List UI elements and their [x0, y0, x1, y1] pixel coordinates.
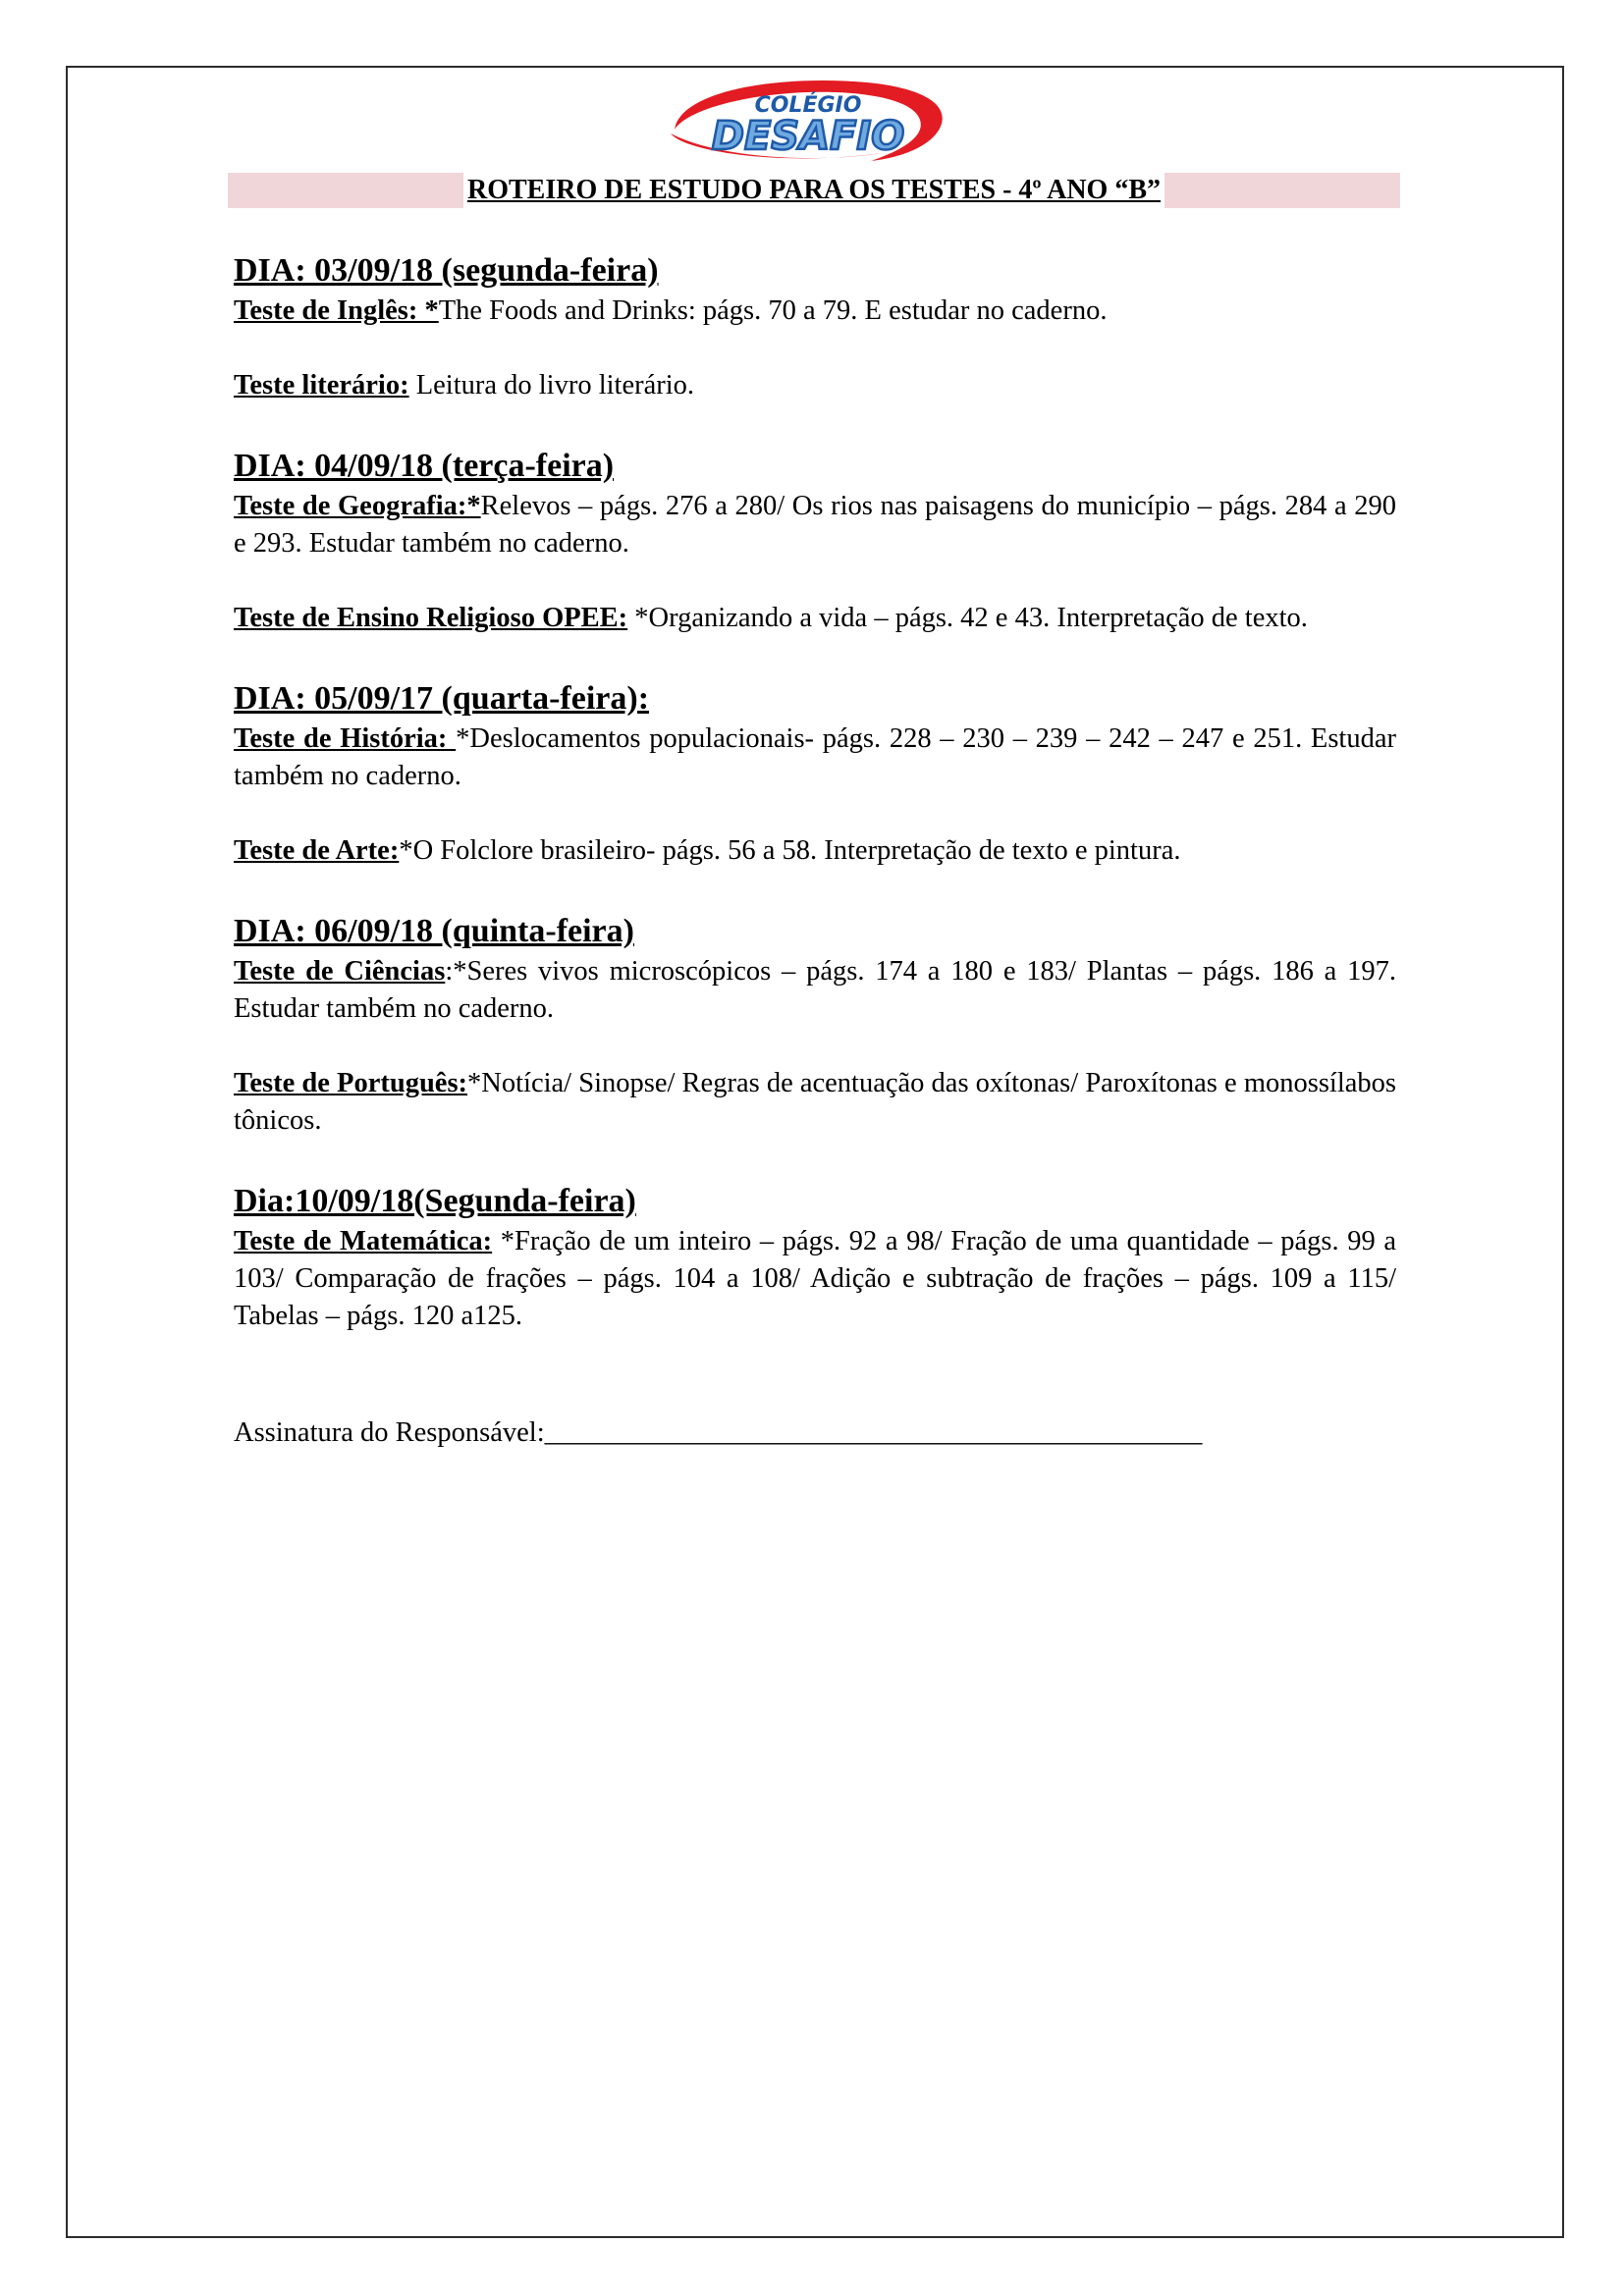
- test-label: Teste de Arte:: [234, 835, 400, 866]
- document-title: ROTEIRO DE ESTUDO PARA OS TESTES - 4º ANO “B”: [463, 173, 1164, 208]
- test-label: Teste de Português:: [234, 1068, 468, 1098]
- day-section: [234, 677, 1396, 870]
- test-label: Teste de Geografia:*: [234, 491, 481, 521]
- test-label: Teste literário:: [234, 370, 409, 400]
- test-label: Teste de Ciências: [234, 956, 446, 987]
- logo-main-text: DESAFIO: [711, 114, 905, 159]
- test-entry: [234, 721, 1396, 795]
- test-description: The Foods and Drinks: págs. 70 a 79. E estudar no caderno.: [438, 295, 1108, 326]
- test-label: Teste de Inglês: *: [234, 295, 439, 326]
- test-entry: [234, 1223, 1396, 1335]
- day-section: [234, 910, 1396, 1140]
- day-heading: DIA: 06/09/18 (quinta-feira): [234, 913, 634, 949]
- signature-line: Assinatura do Responsável:_______________________________________________: [234, 1417, 1203, 1448]
- logo-top-text: COLÉGIO: [754, 93, 862, 118]
- day-heading: DIA: 05/09/17 (quarta-feira):: [234, 680, 650, 717]
- test-label: Teste de Ensino Religioso OPEE:: [234, 603, 628, 633]
- test-entry: [234, 953, 1396, 1028]
- day-heading: DIA: 04/09/18 (terça-feira): [234, 448, 615, 484]
- test-label: Teste de História:: [234, 723, 457, 754]
- test-entry: [234, 367, 1396, 404]
- day-heading: DIA: 03/09/18 (segunda-feira): [234, 252, 659, 289]
- test-entry: [234, 1065, 1396, 1140]
- school-logo: [661, 73, 955, 165]
- test-description: *Fração de um inteiro – págs. 92 a 98/ Fração de uma quantidade – págs. 99 a 103/ Comparação de frações – págs. 104 a 108/ Adição e subtração de frações – págs. 109 a 115/ Tabelas – págs. 120 a125.: [234, 1226, 1396, 1331]
- test-description: *O Folclore brasileiro- págs. 56 a 58. Interpretação de texto e pintura.: [399, 835, 1181, 866]
- test-description: Relevos – págs. 276 a 280/ Os rios nas paisagens do município – págs. 284 a 290 e 293. Estudar também no caderno.: [234, 491, 1396, 559]
- test-description: *Organizando a vida – págs. 42 e 43. Interpretação de texto.: [627, 603, 1308, 633]
- day-heading: Dia:10/09/18(Segunda-feira): [234, 1183, 636, 1219]
- day-section: [234, 1180, 1396, 1335]
- test-description: :*Seres vivos microscópicos – págs. 174 a 180 e 183/ Plantas – págs. 186 a 197. Estudar também no caderno.: [234, 956, 1397, 1024]
- test-label: Teste de Matemática:: [234, 1226, 493, 1256]
- day-section: [234, 249, 1396, 404]
- test-description: Leitura do livro literário.: [408, 370, 695, 400]
- test-description: *Deslocamentos populacionais- págs. 228 – 230 – 239 – 242 – 247 e 251. Estudar também no caderno.: [234, 723, 1396, 791]
- test-entry: [234, 832, 1396, 870]
- test-entry: [234, 600, 1396, 637]
- study-schedule: [234, 249, 1396, 1452]
- test-entry: [234, 488, 1396, 562]
- day-section: [234, 445, 1396, 637]
- logo-graphic: [661, 73, 955, 165]
- test-description: *Notícia/ Sinopse/ Regras de acentuação das oxítonas/ Paroxítonas e monossílabos tônicos.: [234, 1068, 1396, 1136]
- title-bar: [228, 173, 1400, 208]
- test-entry: [234, 293, 1396, 330]
